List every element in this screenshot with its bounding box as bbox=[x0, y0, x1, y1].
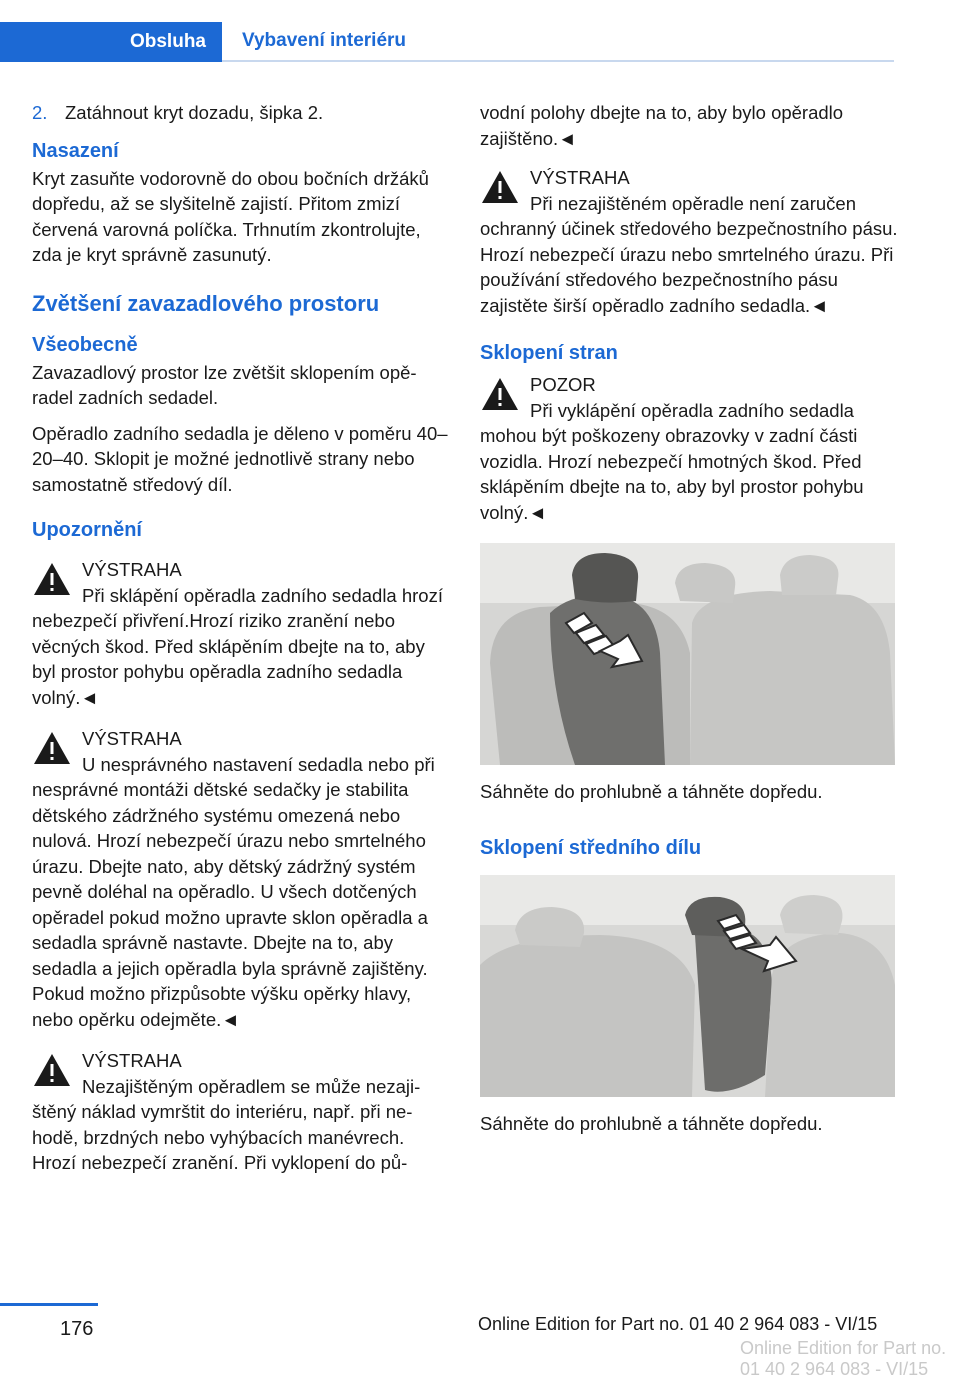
left-column bbox=[32, 100, 450, 1192]
warning-block-1 bbox=[32, 557, 450, 710]
right-column bbox=[480, 100, 898, 1166]
warning-title: VÝSTRAHA bbox=[82, 728, 182, 749]
warning-title: VÝSTRAHA bbox=[82, 1050, 182, 1071]
page-number: 176 bbox=[60, 1318, 94, 1340]
warning-text: Při sklápění opěradla zadního sedadla hrozí nebezpečí přivření.Hrozí riziko zranění nebo věcných škod. Před sklápěním dbejte na to, aby byl prostor pohybu opěradla zadního sedadla volný.◄ bbox=[32, 584, 443, 708]
heading-zvetseni: Zvětšení zavazadlového prostoru bbox=[32, 290, 380, 316]
watermark-text: Online Edition for Part no. 01 40 2 964 083 - VI/15 bbox=[740, 1338, 947, 1379]
warning-triangle-icon bbox=[32, 730, 72, 766]
warning-text: Nezajištěným opěradlem se může nezajištěný náklad vymrštit do interiéru, např. při nehodě, brzdných nebo vyhýbacích manévrech. Hrozí nebezpečí zranění. Při vyklopení do pů- bbox=[32, 1075, 421, 1173]
warning-text: U nesprávného nastavení sedadla nebo při nesprávné montáži dětské sedačky je stabilita dětského zádržného systému omezená nebo nulová. Hrozí nebezpečí úrazu nebo smrtelného úrazu. Dbejte nato, aby dětský zádržný systém pevně doléhal na opěradlo. U všech dotčených opěradel pokud možno upravte sklon opěradla a sedadla správně nastavte. Dbejte na to, aby sedadla a jejich opěradla byla správně zajištěny. Pokud možno přizpůsobte výšku opěrky hlavy, nebo opěrku odejměte.◄ bbox=[32, 753, 435, 1030]
caution-triangle-icon bbox=[480, 376, 520, 412]
paragraph-continuation: vodní polohy dbejte na to, aby bylo opěradlo zajištěno.◄ bbox=[480, 102, 844, 149]
section-tab-obsluha[interactable]: Obsluha bbox=[0, 22, 222, 62]
heading-sklopeni-stran: Sklopení stran bbox=[480, 342, 618, 364]
warning-triangle-icon bbox=[480, 169, 520, 205]
page-header bbox=[0, 0, 960, 62]
heading-nasazeni: Nasazení bbox=[32, 139, 119, 162]
warning-block-2 bbox=[32, 726, 450, 1032]
warning-title: POZOR bbox=[530, 374, 596, 395]
heading-upozorneni: Upozornění bbox=[32, 519, 142, 541]
edition-text: Online Edition for Part no. 01 40 2 964 083 - VI/15 bbox=[478, 1314, 878, 1334]
paragraph-nasazeni: Kryt zasuňte vodorovně do obou bočních držáků dopředu, až se slyšitelně zajistí. Přitom zmizí červená varovná políčka. Trhnutím zkontrolujte, zda je kryt správně zasunutý. bbox=[32, 167, 429, 265]
step-item bbox=[32, 100, 450, 126]
warning-block-5 bbox=[480, 372, 898, 525]
center-backrest-photo bbox=[480, 875, 895, 1097]
warning-text: Při vyklápění opěradla zadního sedadla mohou být poškozeny obrazovky v zadní části vozidla. Hrozí nebezpečí hmotných škod. Před sklápěním dbejte na to, aby byl prostor pohybu volný.◄ bbox=[480, 399, 864, 523]
warning-triangle-icon bbox=[32, 561, 72, 597]
step-text: Zatáhnout kryt dozadu, šipka 2. bbox=[65, 102, 324, 123]
step-number: 2. bbox=[32, 102, 48, 123]
warning-block-4 bbox=[480, 165, 898, 318]
footer-accent-line bbox=[0, 1303, 98, 1306]
photo-caption-2: Sáhněte do prohlubně a táhněte dopředu. bbox=[480, 1112, 823, 1134]
heading-vseobecne: Všeobecně bbox=[32, 333, 138, 356]
warning-title: VÝSTRAHA bbox=[82, 559, 182, 580]
side-backrest-photo bbox=[480, 543, 895, 765]
warning-block-3 bbox=[32, 1048, 450, 1176]
paragraph-vseobecne-2: Opěradlo zadního sedadla je děleno v poměru 40–20–40. Sklopit je možné jednotlivě strany nebo samostatně středový díl. bbox=[32, 422, 448, 495]
section-tab-vybaveni[interactable]: Vybavení interiéru bbox=[222, 22, 894, 62]
heading-sklopeni-stredniho: Sklopení středního dílu bbox=[480, 836, 702, 859]
warning-text: Při nezajištěném opěradle není zaručen ochranný účinek středového bezpečnostního pásu. Hrozí nebezpečí úrazu nebo smrtelného úrazu. Při používání středového bezpečnostního pásu zajistěte širší opěradlo zadního sedadla.◄ bbox=[480, 192, 898, 316]
warning-triangle-icon bbox=[32, 1052, 72, 1088]
paragraph-vseobecne-1: Zavazadlový prostor lze zvětšit sklopením opěradel zadních sedadel. bbox=[32, 361, 417, 408]
warning-title: VÝSTRAHA bbox=[530, 167, 630, 188]
photo-caption-1: Sáhněte do prohlubně a táhněte dopředu. bbox=[480, 781, 823, 802]
